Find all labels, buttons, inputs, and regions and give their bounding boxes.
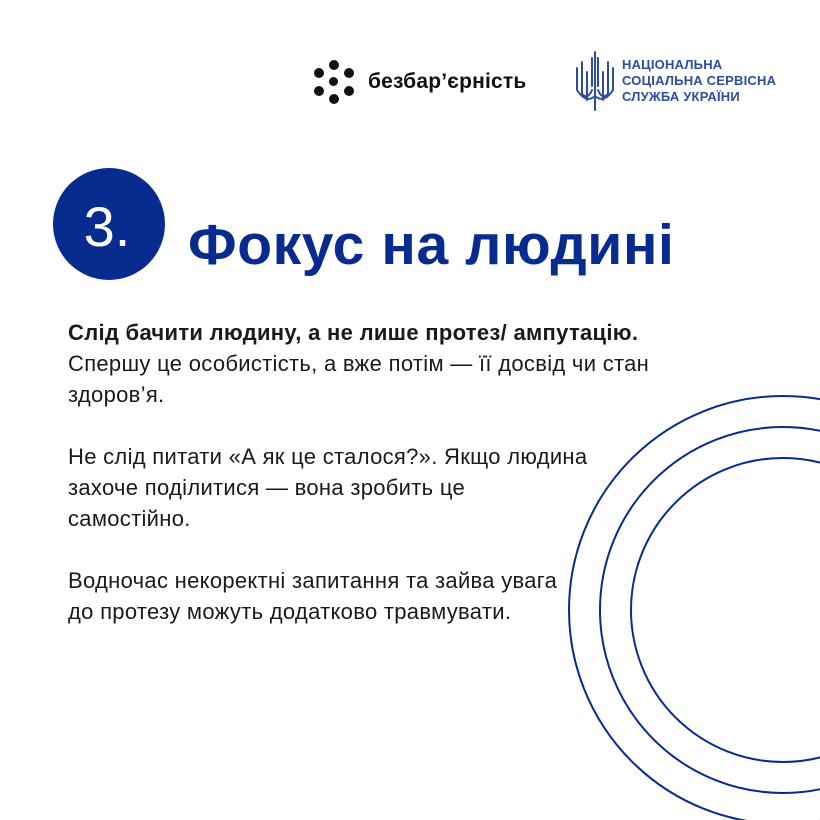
- step-number-badge: [53, 168, 165, 280]
- ring-outer: [569, 396, 820, 820]
- bezbarernist-wordmark: безбар’єрність: [368, 70, 527, 93]
- paragraph-1: [68, 317, 668, 410]
- ring-inner: [631, 458, 820, 762]
- paragraph-2: Не слід питати «А як це сталося?». Якщо людина захоче поділитися — вона зробить це самостійно.: [68, 444, 588, 531]
- nssu-line-3: СЛУЖБА УКРАЇНИ: [622, 89, 740, 104]
- nssu-emblem-icon: [574, 50, 616, 112]
- bezbarernist-logo: [312, 60, 527, 104]
- paragraph-1-rest: Спершу це особистість, а вже потім — її досвід чи стан здоров’я.: [68, 351, 650, 407]
- nssu-logo: [574, 50, 776, 112]
- page-title: Фокус на людині: [188, 213, 675, 277]
- paragraph-1-lead: Слід бачити людину, а не лише протез/ ампутацію.: [68, 320, 639, 345]
- nssu-line-1: НАЦІОНАЛЬНА: [622, 57, 723, 72]
- nssu-line-2: СОЦІАЛЬНА СЕРВІСНА: [622, 73, 777, 88]
- nssu-wordmark: [622, 57, 776, 105]
- paragraph-3: Водночас некоректні запитання та зайва увага до протезу можуть додатково травмувати.: [68, 568, 558, 624]
- dots-flower-icon: [312, 60, 356, 104]
- step-number: 3.: [83, 194, 131, 258]
- ring-middle: [600, 427, 820, 793]
